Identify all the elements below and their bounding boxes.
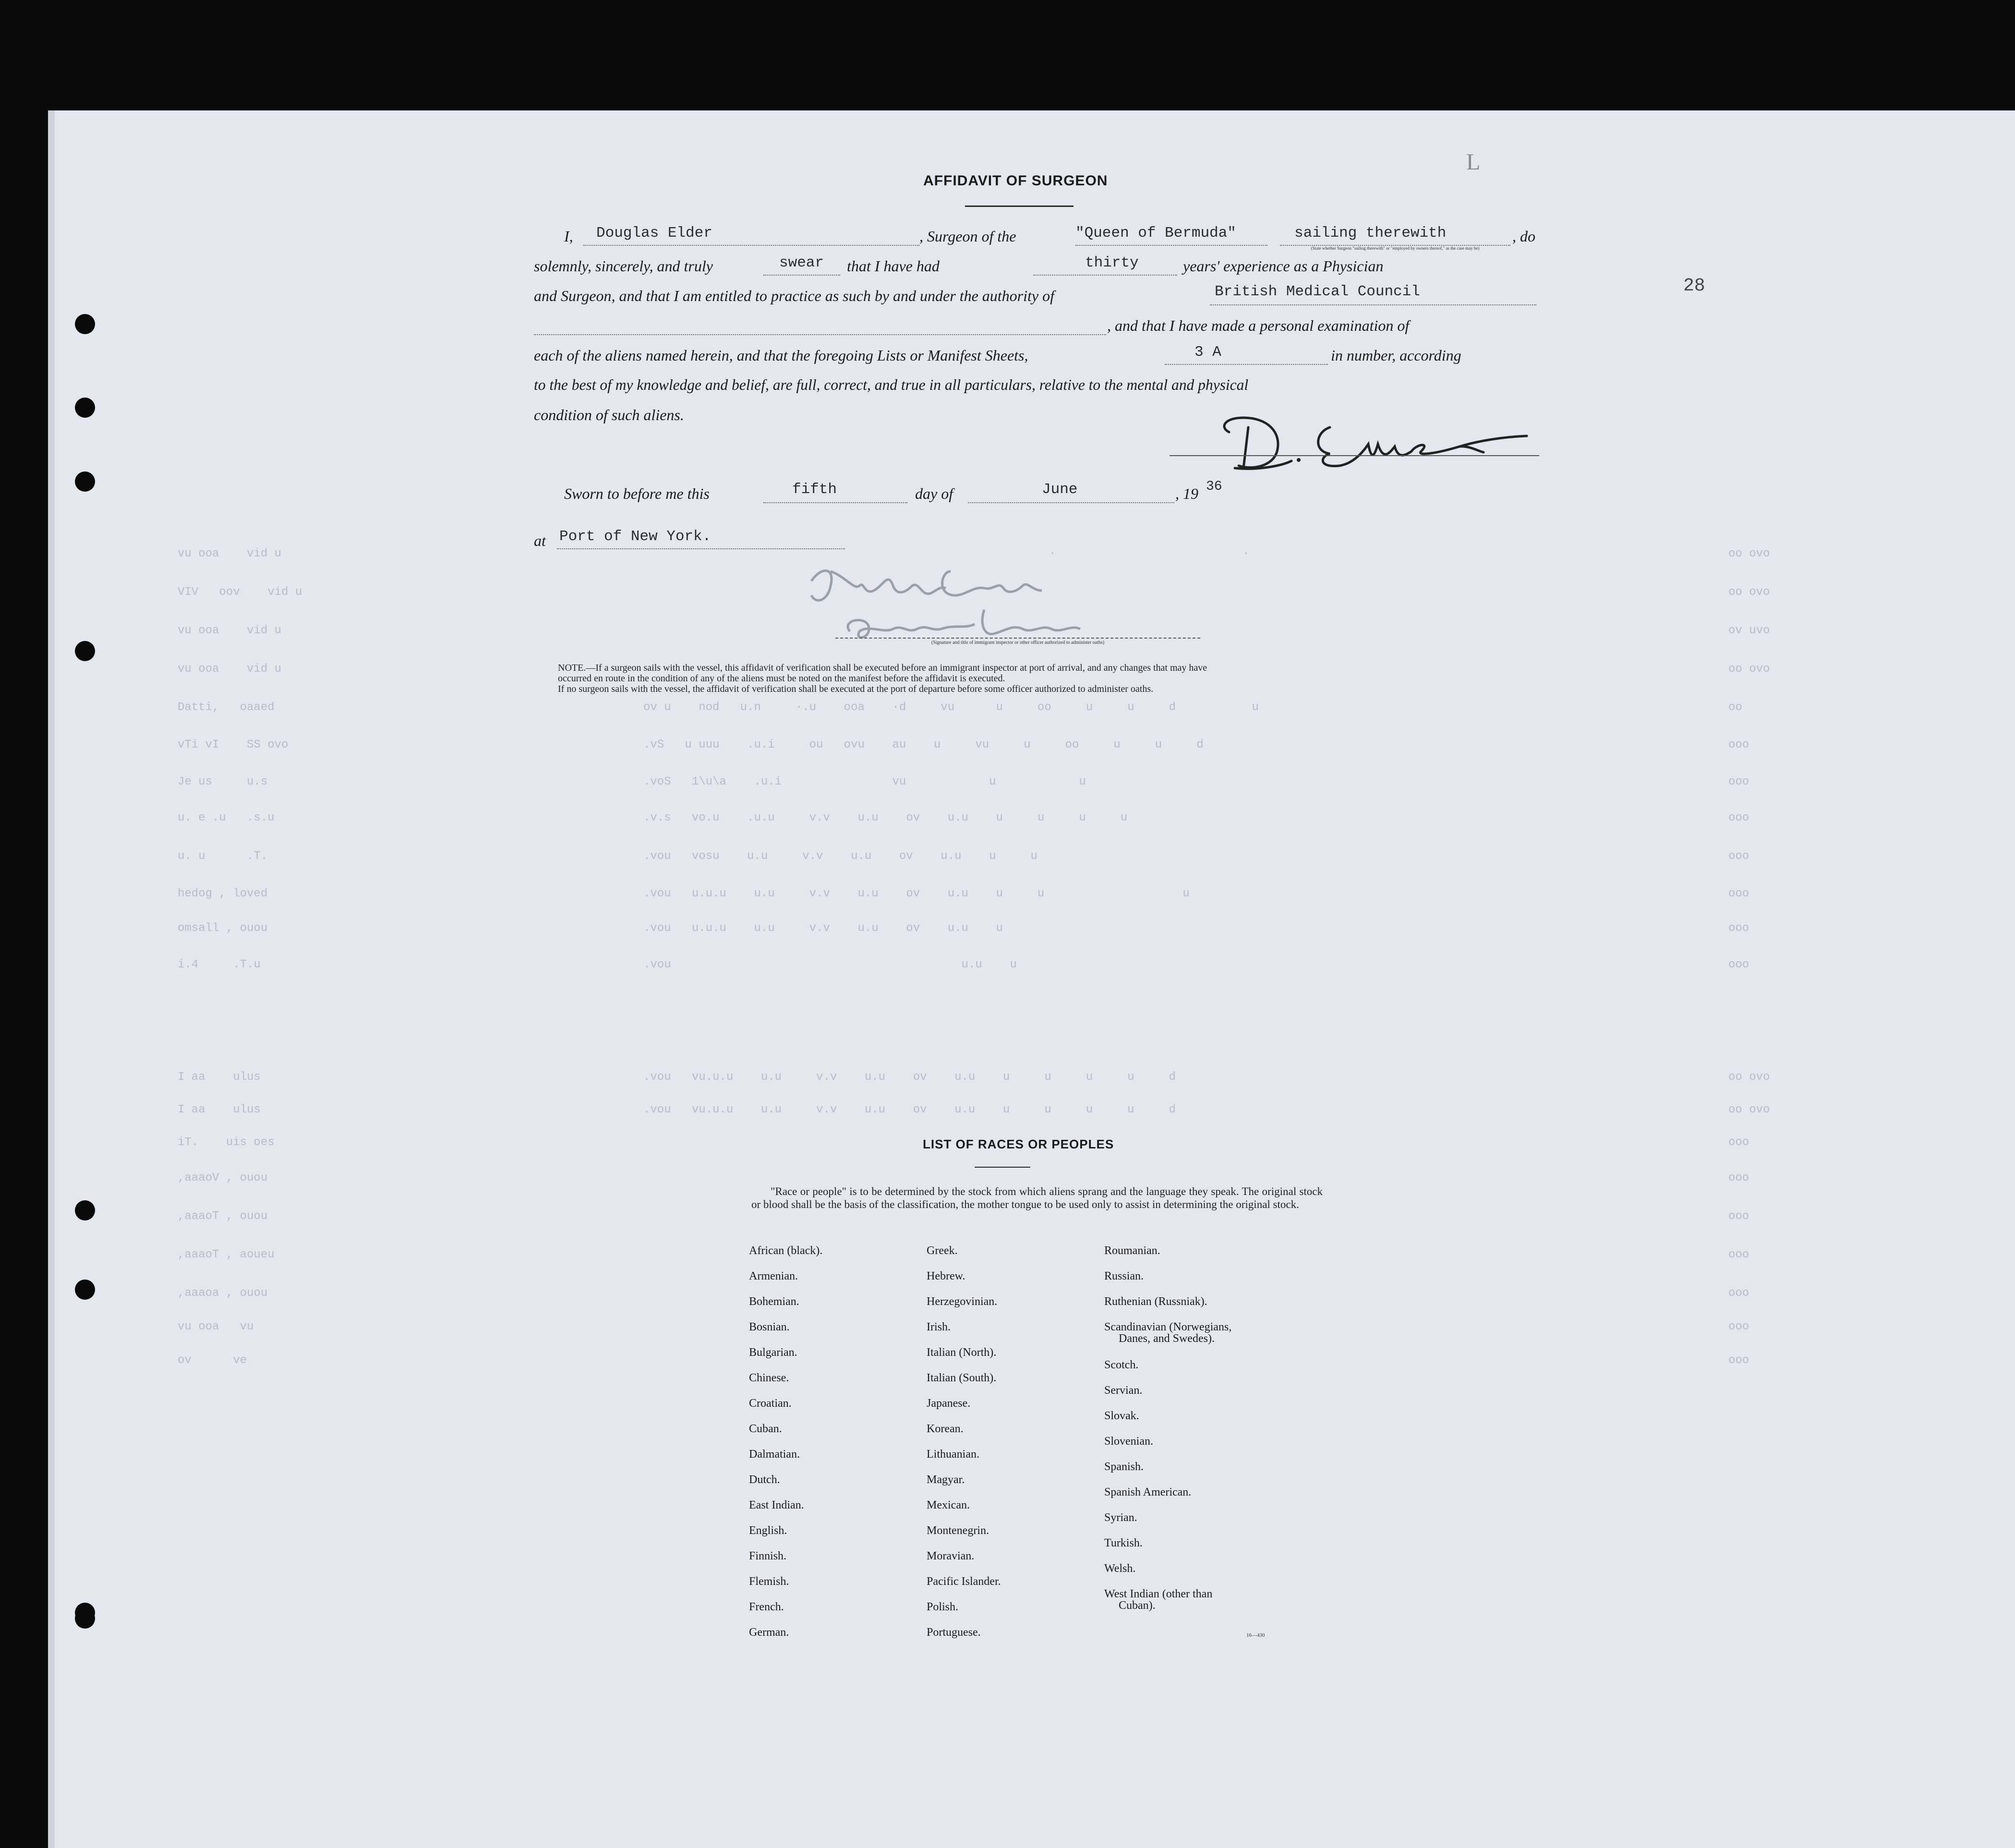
race-item: Mexican. bbox=[927, 1499, 970, 1511]
officer-signature-line bbox=[835, 638, 1200, 639]
race-item: Bulgarian. bbox=[749, 1346, 797, 1359]
at-label: at bbox=[534, 532, 546, 549]
line2-start: solemnly, sincerely, and truly bbox=[534, 257, 713, 275]
race-item-continued: Cuban). bbox=[1119, 1599, 1156, 1612]
race-item: West Indian (other than bbox=[1104, 1588, 1213, 1600]
year-prefix: , 19 bbox=[1175, 485, 1198, 502]
race-item: French. bbox=[749, 1601, 784, 1613]
year-suffix: 36 bbox=[1206, 479, 1222, 494]
race-item: Roumanian. bbox=[1104, 1244, 1160, 1257]
corner-mark: L bbox=[1466, 149, 1481, 175]
sailing-field: sailing therewith bbox=[1294, 225, 1447, 242]
line3-start: and Surgeon, and that I am entitled to practice as such by and under the authority of bbox=[534, 287, 1054, 304]
vessel-line bbox=[1075, 245, 1267, 246]
note-line-1: NOTE.—If a surgeon sails with the vessel, this affidavit of verification shall be executed before an immigrant inspector at port of arrival, and any changes that may have bbox=[558, 663, 1207, 673]
sworn-label: Sworn to before me this bbox=[564, 485, 710, 502]
sheets-field: 3 A bbox=[1195, 344, 1221, 361]
race-item: Italian (South). bbox=[927, 1372, 997, 1384]
note-line-3: If no surgeon sails with the vessel, the affidavit of verification shall be executed at the port of departure before some officer authorized to administer oaths. bbox=[558, 684, 1154, 694]
punch-hole bbox=[75, 314, 95, 334]
sworn-month-field: June bbox=[1042, 481, 1078, 498]
line2-end: years' experience as a Physician bbox=[1183, 257, 1384, 275]
surgeon-name-field: Douglas Elder bbox=[596, 225, 712, 242]
officer-caption: (Signature and title of immigrant inspector or other officer authorized to administer oaths) bbox=[931, 640, 1105, 645]
race-item: Pacific Islander. bbox=[927, 1575, 1001, 1588]
signature-line bbox=[1170, 455, 1539, 456]
race-item: Russian. bbox=[1104, 1270, 1144, 1282]
race-item: East Indian. bbox=[749, 1499, 804, 1511]
punch-hole bbox=[75, 1200, 95, 1220]
race-item: Finnish. bbox=[749, 1550, 787, 1562]
oath-line bbox=[763, 275, 840, 276]
race-item: German. bbox=[749, 1626, 789, 1639]
line2-mid: that I have had bbox=[847, 257, 940, 275]
line5-start: each of the aliens named herein, and that the foregoing Lists or Manifest Sheets, bbox=[534, 347, 1028, 364]
race-item: Welsh. bbox=[1104, 1562, 1136, 1575]
race-item: Spanish. bbox=[1104, 1461, 1144, 1473]
punch-hole bbox=[75, 471, 95, 492]
place-line bbox=[557, 548, 845, 549]
line4: , and that I have made a personal examination of bbox=[1107, 317, 1410, 334]
line6: to the best of my knowledge and belief, are full, correct, and true in all particulars, relative to the mental and physical bbox=[534, 376, 1249, 393]
race-item: Irish. bbox=[927, 1321, 951, 1333]
race-item: Herzegovinian. bbox=[927, 1295, 998, 1308]
punch-hole bbox=[75, 398, 95, 418]
punch-hole bbox=[75, 641, 95, 661]
note-line-2: occurred en route in the condition of any of the aliens must be noted on the manifest before the affidavit is executed. bbox=[558, 673, 1005, 684]
sheets-line bbox=[1165, 364, 1328, 365]
sworn-day-line bbox=[763, 502, 907, 503]
punch-hole bbox=[75, 1608, 95, 1629]
race-item: Flemish. bbox=[749, 1575, 789, 1588]
line7: condition of such aliens. bbox=[534, 406, 684, 423]
race-item: Turkish. bbox=[1104, 1537, 1143, 1549]
race-item: Portuguese. bbox=[927, 1626, 981, 1639]
race-item: Slovak. bbox=[1104, 1410, 1139, 1422]
sworn-day-field: fifth bbox=[792, 481, 837, 498]
race-item: English. bbox=[749, 1524, 787, 1537]
race-item: Dutch. bbox=[749, 1474, 780, 1486]
race-item: Scandinavian (Norwegians, bbox=[1104, 1321, 1232, 1333]
page-edge bbox=[48, 110, 55, 1848]
race-item: Servian. bbox=[1104, 1384, 1143, 1397]
race-item: African (black). bbox=[749, 1244, 823, 1257]
race-item: Armenian. bbox=[749, 1270, 798, 1282]
race-item: Moravian. bbox=[927, 1550, 975, 1562]
race-item: Japanese. bbox=[927, 1397, 971, 1410]
races-title: LIST OF RACES OR PEOPLES bbox=[923, 1137, 1114, 1151]
race-item: Polish. bbox=[927, 1601, 959, 1613]
race-item: Cuban. bbox=[749, 1423, 782, 1435]
authority-field: British Medical Council bbox=[1215, 283, 1420, 300]
surgeon-signature bbox=[1210, 399, 1575, 480]
page-number: 28 bbox=[1683, 276, 1705, 296]
races-title-underline bbox=[975, 1167, 1030, 1168]
punch-hole bbox=[75, 1280, 95, 1300]
race-item: Hebrew. bbox=[927, 1270, 965, 1282]
race-item: Chinese. bbox=[749, 1372, 789, 1384]
sworn-month-line bbox=[968, 502, 1174, 503]
race-item: Korean. bbox=[927, 1423, 964, 1435]
race-item: Bohemian. bbox=[749, 1295, 799, 1308]
race-item: Dalmatian. bbox=[749, 1448, 800, 1461]
surgeon-of-the-label: , Surgeon of the bbox=[919, 228, 1016, 245]
title-underline bbox=[965, 205, 1074, 207]
do-label: , do bbox=[1512, 228, 1535, 245]
races-intro: "Race or people" is to be determined by the stock from which aliens sprang and the language they speak. The original stock or blood shall be the basis of the classification, the mother tongue to be used only to assist in determining the original stock. bbox=[751, 1185, 1323, 1210]
years-line bbox=[1033, 275, 1177, 276]
form-number: 16—430 bbox=[1246, 1632, 1265, 1638]
surgeon-name-line bbox=[583, 245, 919, 246]
race-item: Bosnian. bbox=[749, 1321, 790, 1333]
document-page: 28 L vu ooa vid u · · VIV oov vid u vu ooa vid u vu ooa vid u Datti, oaaed vTi vI SS ovo Je us u.s u. e .u .s.u u. u .T. hedog , loved omsall , ouou i.4 .T.u I aa ulus I aa ulus iT. uis oes ,aaaoV , ouou ,aaaoT , ouou ,aaaoT , aoueu ,aaaoa , ouou vu ooa vu ov ve oo ovo oo ovo ov uvo oo ovo oo ooo ooo ooo ooo ooo ooo ooo oo ovo oo ovo ooo ooo ooo ooo ooo ooo ooo ov u nod u.n ·.u ooa ·d vu u oo u u d u .vS u uuu .u.i ou ovu au u vu u oo u u d .voS 1\u\a .u.i vu u u .v.s vo.u .u.u v.v u.u ov u.u u u u u .vou vosu u.u v.v u.u ov u.u u u .vou u.u.u u.u v.v u.u ov u.u u u u .vou u.u.u u.u v.v u.u ov u.u u .vou u.u u .vou vu.u.u u.u v.v u.u ov u.u u u u u d .vou vu.u.u u.u v.v u.u ov u.u u u u u d AFFIDAVIT OF SURGEON I, Douglas Elder , Surgeon of the "Queen of Bermuda" sailing therewith (State whether Surgeon "sailing therewith" or "employed by owners thereof," as the case may be) , do solemnly, sincerely, and truly swear that I have had thirty years' experience as a Physician and Surgeon, and that I am entitled to practice as such by and under the authority of British Medical Council , and that I have made a personal examination of each of the aliens named herein, and that the foregoing Lists or Manifest Sheets, 3 A in number, according to the best of my knowledge and belief, are full, correct, and true in all particulars, relative to the mental and physical condition of such aliens. Sworn to before me this fifth day of June , 19 36 at Port of New York. (Signature and title of immigrant inspector or other officer authorized to administer oaths) NOTE.—If a surgeon sails with the vessel, this affidavit of verification shall be executed before an immigrant inspector at port of arrival, and any changes that may have occurred en route in the condition of any of the aliens must be noted on the manifest before the affidavit is executed. If no surgeon sails with the vessel, the affidavit of verification shall be executed at the port of departure before some officer authorized to administer oaths. LIST OF RACES OR PEOPLES "Race or people" is to be determined by the stock from which aliens sprang and the language they speak. The original stock or blood shall be the basis of the classification, the mother tongue to be used only to assist in determining the original stock. African (black). Armenian. Bohemian. Bosnian. Bulgarian. Chinese. Croatian. Cuban. Dalmatian. Dutch. East Indian. English. Finnish. Flemish. French. German. Greek. Hebrew. Herzegovinian. Irish. Italian (North). Italian (South). Japanese. Korean. Lithuanian. Magyar. Mexican. Montenegrin. Moravian. Pacific Islander. Polish. Portuguese. Roumanian. Russian. Ruthenian (Russniak). Scandinavian (Norwegians, Danes, and Swedes). Scotch. Servian. Slovak. Slovenian. Spanish. Spanish American. Syrian. Turkish. Welsh. West Indian (other than Cuban). 16—430 bbox=[48, 110, 2015, 1848]
vessel-name-field: "Queen of Bermuda" bbox=[1075, 225, 1236, 242]
place-field: Port of New York. bbox=[559, 528, 712, 545]
race-item: Spanish American. bbox=[1104, 1486, 1192, 1498]
race-item: Montenegrin. bbox=[927, 1524, 989, 1537]
authority-line-2 bbox=[534, 334, 1106, 335]
authority-line bbox=[1210, 304, 1536, 305]
race-item: Slovenian. bbox=[1104, 1435, 1153, 1448]
i-label: I, bbox=[564, 228, 573, 245]
race-item: Ruthenian (Russniak). bbox=[1104, 1295, 1207, 1308]
race-item: Greek. bbox=[927, 1244, 958, 1257]
race-item: Syrian. bbox=[1104, 1511, 1137, 1524]
race-item: Scotch. bbox=[1104, 1359, 1139, 1371]
oath-field: swear bbox=[779, 254, 824, 271]
race-item: Lithuanian. bbox=[927, 1448, 979, 1461]
race-item: Italian (North). bbox=[927, 1346, 997, 1359]
years-field: thirty bbox=[1085, 254, 1139, 271]
race-item-continued: Danes, and Swedes). bbox=[1119, 1332, 1215, 1345]
race-item: Magyar. bbox=[927, 1474, 965, 1486]
sailing-note: (State whether Surgeon "sailing therewith" or "employed by owners thereof," as the case may be) bbox=[1311, 246, 1480, 251]
affidavit-title: AFFIDAVIT OF SURGEON bbox=[923, 173, 1108, 189]
race-item: Croatian. bbox=[749, 1397, 792, 1410]
day-of-label: day of bbox=[915, 485, 953, 502]
line5-end: in number, according bbox=[1331, 347, 1461, 364]
officer-signature bbox=[792, 552, 1157, 663]
